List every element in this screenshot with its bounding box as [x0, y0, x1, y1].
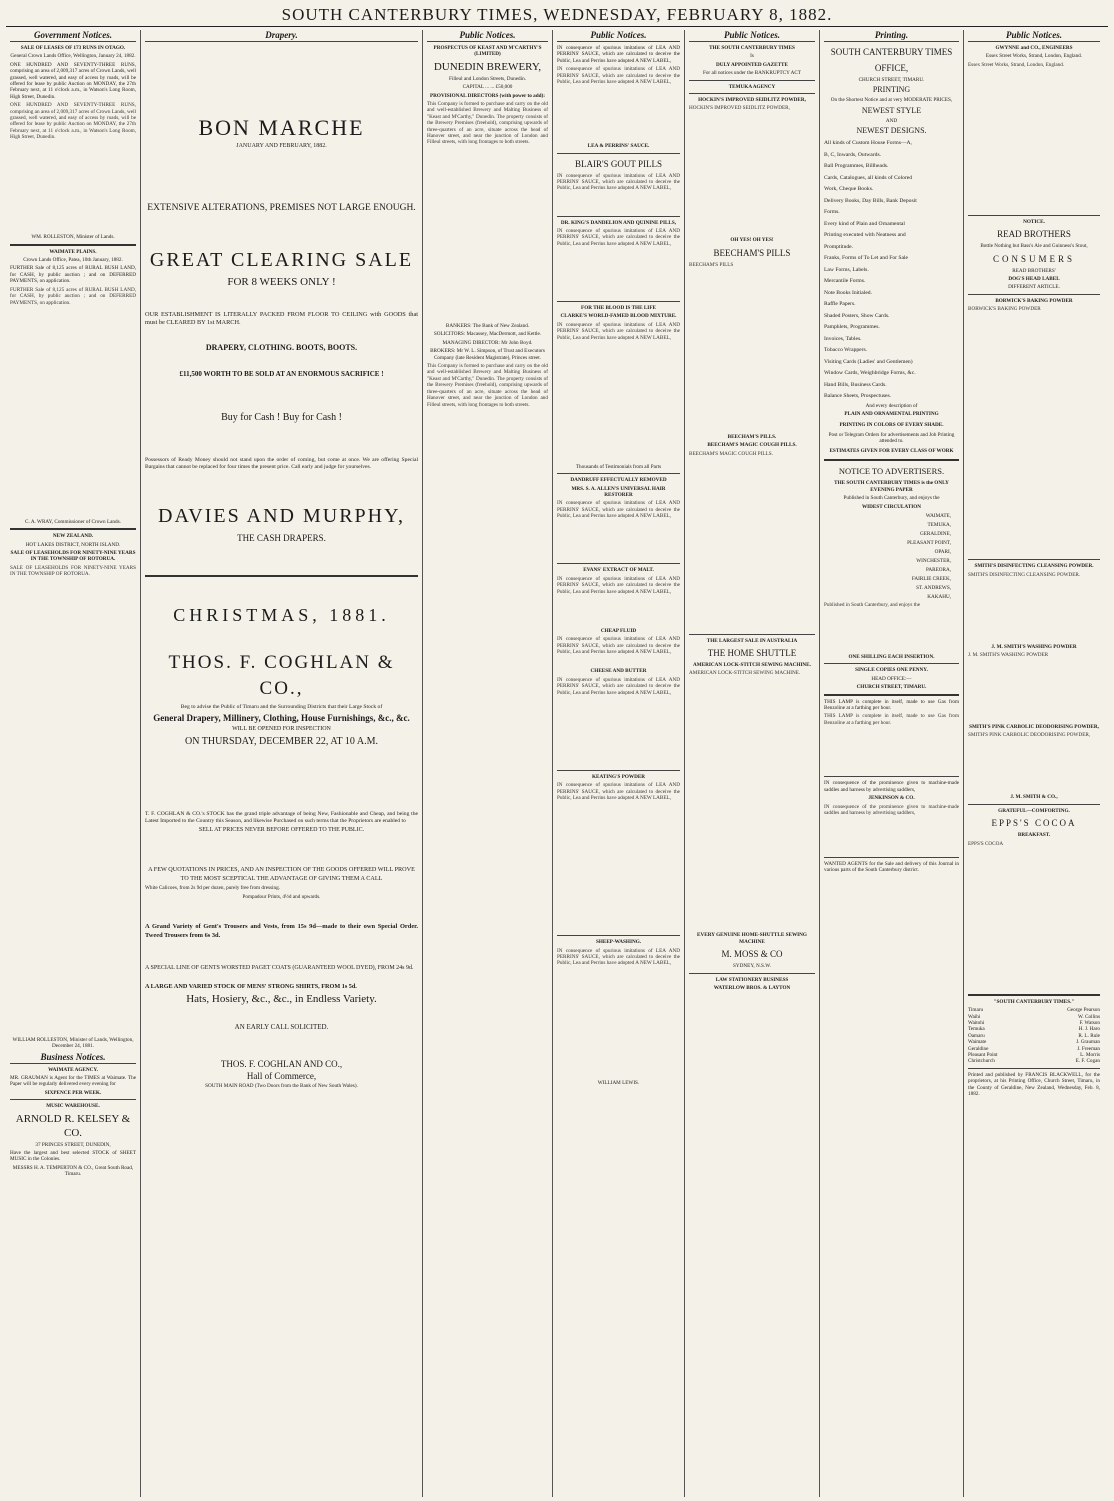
smiths-pink-body: SMITH'S PINK CARBOLIC DEODORISING POWDER, [968, 732, 1091, 739]
every-description: And every description of [865, 402, 918, 409]
dandelion-title: DR. KING'S DANDELION AND QUININE PILLS, [560, 219, 677, 226]
printing-service-item: Hand Bills, Business Cards. [824, 381, 887, 388]
notice-title: NEW ZEALAND. [52, 533, 94, 540]
davies-murphy-title: DAVIES AND MURPHY, [158, 505, 405, 528]
coghlan-address: SOUTH MAIN ROAD (Two Doors from the Bank of New South Wales). [205, 1082, 358, 1089]
thursday-line: ON THURSDAY, DECEMBER 22, AT 10 A.M. [184, 735, 378, 747]
opened-line: WILL BE OPENED FOR INSPECTION [232, 726, 331, 733]
plain-ornamental: PLAIN AND ORNAMENTAL PRINTING [844, 411, 939, 418]
published-line: Published in South Canterbury, and enjoys the [843, 495, 940, 502]
notice-heading: NOTICE. [1023, 218, 1045, 225]
oh-yes-title: OH YES! OH YES! [730, 237, 774, 244]
prices-never-line: SELL AT PRICES NEVER BEFORE OFFERED TO THE PUBLIC. [198, 826, 365, 833]
agent-place: Geraldine [968, 1045, 989, 1052]
coghlan-advantage-text: T. F. COGHLAN & CO.'s STOCK has the grand triple advantage of being New, Fashionable and Cheap, and being the Latest Imported to the Country this Season, and likewise Purchased on such terms that the Proprietors are enabled to [145, 810, 418, 824]
ready-money-notice: Possessors of Ready Money should not stand upon the order of coming, but come at once. We are offering Special Bargains that cannot be replaced for four times the present price. Call early and judge for yourselves. [145, 457, 418, 471]
notice-price: SIXPENCE PER WEEK. [44, 1089, 102, 1096]
notice-body-text: FURTHER Sale of 8,125 acres of RURAL BUSH LAND, for CASH, by public auction ; and on DEFERRED PAYMENTS, on application. [10, 286, 136, 306]
printing-service-item: Balance Sheets, Prospectuses. [824, 393, 892, 400]
cheap-fluid-title: CHEAP FLUID [600, 627, 637, 634]
bon-marche-title: BON MARCHE [198, 115, 365, 140]
blairs-title: BLAIR'S GOUT PILLS [575, 158, 662, 169]
smiths-disinfecting-title: SMITH'S DISINFECTING CLEANSING POWDER. [974, 563, 1094, 570]
read-brothers-sub: READ BROTHERS' [1012, 267, 1056, 274]
saddles-notice: IN consequence of the prominence given to machine-made saddles and harness by advertising saddlers, [824, 780, 959, 793]
bon-marche-date: JANUARY AND FEBRUARY, 1882. [236, 143, 327, 149]
sct-office-title: SOUTH CANTERBURY TIMES [830, 47, 953, 57]
printing-service-item: Cards, Catalogues, all kinds of Colored [824, 174, 913, 181]
single-copies-line: SINGLE COPIES ONE PENNY. [855, 667, 928, 674]
sheep-washing-body: IN consequence of spurious imitations of LEA AND PERRINS' SAUCE, which are calculated to deceive the Public, Lea and Perrins have adopted A NEW LABEL, [557, 947, 680, 967]
colors-line: PRINTING IN COLORS OF EVERY SHADE. [839, 421, 944, 428]
printing-heading: PRINTING [872, 85, 911, 95]
notice-body-text: ONE HUNDRED AND SEVENTY-THREE RUNS, comprising an area of 2,009,317 acres of Crown Lands, well grassed, well watered, and easy of access by roads, will be offered for lease by public Auction on MONDAY, the 27th February next, at 11 o'clock a.m., in Watson's Long Room, High Street, Dunedin. [10, 102, 136, 141]
section-heading: Printing. [824, 30, 959, 42]
read-bottle-line: Bottle Nothing but Bass's Ale and Guinness's Stout, [980, 243, 1088, 250]
evans-malt-title: EVANS' EXTRACT OF MALT. [583, 567, 654, 574]
shirts-line: A LARGE AND VARIED STOCK OF MENS' STRONG SHIRTS, FROM 1s 5d. [145, 983, 357, 991]
sheep-washing-title: SHEEP-WASHING. [595, 939, 642, 946]
prospectus-body: This Company is formed to purchase and carry on the old and well-established Brewery and Malting Business of "Keast and M'Carthy," Dunedin. The property consists of the Brewery Premises (freehold), comprising upwards of three-quarters of an acre, situate across the head of Hanover street, and near the junction of London and Filleul streets, with long frontages to both streets. [427, 363, 548, 408]
section-heading: Government Notices. [10, 30, 136, 42]
beechams-cough-body: BEECHAM'S MAGIC COUGH PILLS. [689, 450, 773, 457]
law-stationery-title: LAW STATIONERY BUSINESS [715, 976, 789, 983]
gazette-title: THE SOUTH CANTERBURY TIMES [709, 45, 795, 51]
hats-line: Hats, Hosiery, &c., &c., in Endless Variety. [186, 993, 377, 1006]
william-lewis-signature: WILLIAM LEWIS. [597, 1079, 640, 1086]
circulation-town: TEMUKA, [927, 521, 951, 528]
cheap-fluid-body: IN consequence of spurious imitations of LEA AND PERRINS' SAUCE, which are calculated to deceive the Public, Lea and Perrins have adopted A NEW LABEL, [557, 636, 680, 656]
agent-place: Christchurch [968, 1058, 995, 1065]
printing-service-item: Visiting Cards (Ladies' and Gentlemen) [824, 358, 913, 365]
cash-drapers-line: THE CASH DRAPERS. [237, 533, 326, 544]
printing-service-item: Note Books Initialed. [824, 289, 873, 296]
column-public-notices-b [685, 30, 820, 1497]
keatings-title: KEATING'S POWDER [591, 773, 646, 780]
gwynne-title: GWYNNE and CO., ENGINEERS [995, 45, 1073, 51]
circulation-town: KAKAHU, [927, 593, 951, 600]
testimonials-line: Thousands of Testimonials from all Parts [575, 463, 662, 470]
agent-name: W. Collins [1077, 1013, 1100, 1020]
early-call-line: AN EARLY CALL SOLICITED. [234, 1023, 329, 1032]
sacrifice-line: £11,500 WORTH TO BE SOLD AT AN ENORMOUS SACRIFICE ! [179, 370, 384, 379]
printing-service-item: Mercantile Forms. [824, 278, 866, 285]
smiths-pink-title: SMITH'S PINK CARBOLIC DEODORISING POWDER, [969, 724, 1099, 731]
agent-name: F. Watson [1079, 1019, 1100, 1026]
circulation-town: PLEASANT POINT, [907, 539, 951, 546]
smith-co-signature: J. M. SMITH & CO., [1010, 794, 1058, 801]
notice-signature: WM. ROLLESTON, Minister of Lands. [31, 234, 115, 241]
printing-terms: On the Shortest Notice and at very MODERATE PRICES, [830, 97, 953, 104]
printing-service-item: B, C, Inwards, Outwards. [824, 151, 882, 158]
agent-place: Oamaru [968, 1032, 985, 1039]
quotations-line: A FEW QUOTATIONS IN PRICES, AND AN INSPECTION OF THE GOODS OFFERED WILL PROVE TO THE MOST SCEPTICAL THE ADVANTAGE OF GIVING THEM A CALL [148, 866, 415, 883]
agent-name: J. Freeman [1077, 1045, 1100, 1052]
advertiser-address: 37 PRINCES STREET, DUNEDIN, [35, 1141, 111, 1148]
printing-services-list [824, 138, 959, 403]
different-article: DIFFERENT ARTICLE. [1008, 284, 1060, 291]
and-line: AND [885, 117, 898, 124]
consumers-line: CONSUMERS [992, 253, 1075, 264]
notice-body: ONE HUNDRED AND SEVENTY-THREE RUNS, comprising an area of 2,009,317 acres of Crown Lands, well grassed, well watered, and easy of access by roads, will be offered for lease by public Auction on MONDAY, the 27th February next, at 11 o'clock a.m., in Watson's Long Room, High Street, Dunedin. [10, 61, 136, 100]
notice-body: FURTHER Sale of 8,125 acres of RURAL BUSH LAND, for CASH, by public auction ; and on DEFERRED PAYMENTS, on application. [10, 265, 136, 285]
printing-service-item: Work, Cheque Books. [824, 186, 874, 193]
gazette-notices: For all notices under the BANKRUPTCY ACT [702, 70, 802, 77]
gazette-appointed: DULY APPOINTED GAZETTE [716, 61, 788, 68]
buy-for-cash-line: Buy for Cash ! Buy for Cash ! [221, 412, 342, 424]
head-office-address: CHURCH STREET, TIMARU. [856, 684, 927, 691]
clarkes-body: IN consequence of spurious imitations of LEA AND PERRINS' SAUCE, which are calculated to deceive the Public, Lea and Perrins have adopted A NEW LABEL, [557, 321, 680, 341]
beechams-pills-title: BEECHAM'S PILLS [713, 247, 791, 258]
notice-signature: C. A. WRAY, Commissioner of Crown Lands. [25, 518, 121, 525]
hair-restorer-title: MRS. S. A. ALLEN'S UNIVERSAL HAIR RESTORER [571, 485, 666, 499]
printing-service-item: Invoices, Tables. [824, 335, 862, 342]
section-heading: Public Notices. [427, 30, 548, 42]
temuka-agency-title: TEMUKA AGENCY [728, 83, 776, 90]
printing-service-item: Raffle Papers. [824, 301, 856, 308]
orders-line: Post or Telegram Orders for advertisements and Job Printing attended to. [828, 431, 955, 444]
section-heading: Public Notices. [968, 30, 1100, 42]
agent-place: Temuka [968, 1026, 985, 1033]
dogs-head-label: DOG'S HEAD LABEL [1008, 276, 1060, 283]
moss-address: SYDNEY, N.S.W. [733, 963, 771, 970]
agent-place: Pleasant Point [968, 1051, 998, 1058]
one-shilling-line: ONE SHILLING EACH INSERTION. [848, 653, 935, 660]
blairs-body: IN consequence of spurious imitations of LEA AND PERRINS' SAUCE, which are calculated to deceive the Public, Lea and Perrins have adopted A NEW LABEL, [557, 172, 680, 192]
seidlitz-body: HOCKIN'S IMPROVED SEIDLITZ POWDER, [689, 105, 790, 112]
notice-title: MUSIC WAREHOUSE. [46, 1103, 100, 1110]
home-shuttle-title: THE HOME SHUTTLE [707, 648, 797, 659]
paget-coats-line: A SPECIAL LINE OF GENTS WORSTED PAGET COATS (GUARANTEED WOOL DYED), FROM 24s 9d. [145, 965, 414, 972]
section-heading: Public Notices. [557, 30, 680, 42]
printing-service-item: Pamphlets, Programmes. [824, 324, 880, 331]
evans-malt-body: IN consequence of spurious imitations of LEA AND PERRINS' SAUCE, which are calculated to deceive the Public, Lea and Perrins have adopted A NEW LABEL, [557, 575, 680, 595]
eight-weeks-line: FOR 8 WEEKS ONLY ! [227, 276, 336, 289]
gwynne-body: Essex Street Works, Strand, London, England. [968, 61, 1065, 68]
circulation-town: PAREORA, [925, 566, 951, 573]
smiths-washing-title: J. M. SMITH'S WASHING POWDER [991, 643, 1077, 650]
notice-body-text: SALE OF LEASEHOLDS FOR NINETY-NINE YEARS IN THE TOWNSHIP OF ROTORUA. [10, 564, 136, 578]
prospectus-title: PROSPECTUS OF KEAST AND M'CARTHY'S (LIMITED) [433, 45, 542, 58]
column-government-notices [6, 30, 141, 1497]
notice-title: WAIMATE PLAINS. [49, 248, 97, 255]
lea-perrins-notice: IN consequence of spurious imitations of LEA AND PERRINS' SAUCE, which are calculated to deceive the Public, Lea and Perrins have adopted A NEW LABEL, [557, 45, 680, 64]
clarkes-title: CLARKE'S WORLD-FAMED BLOOD MIXTURE. [560, 313, 677, 320]
borwick-body: BORWICK'S BAKING POWDER [968, 306, 1041, 313]
epps-cocoa-title: EPPS'S COCOA [991, 818, 1077, 829]
printing-service-item: Printing executed with Neatness and [824, 232, 906, 239]
epps-body: EPPS'S COCOA [968, 840, 1004, 847]
hair-restorer-body: IN consequence of spurious imitations of LEA AND PERRINS' SAUCE, which are calculated to deceive the Public, Lea and Perrins have adopted A NEW LABEL, [557, 500, 680, 520]
printing-service-item: Forms. [824, 209, 840, 216]
printing-service-item: Window Cards, Weighbridge Forms, &c. [824, 370, 916, 377]
agent-name: E. F. Cogan [1075, 1058, 1100, 1065]
beechams-cough-title: BEECHAM'S MAGIC COUGH PILLS. [707, 442, 797, 449]
printing-service-item: Law Forms, Labels. [824, 266, 869, 273]
solicitors-line: SOLICITORS: Macassey, MacDermott, and Kettle. [433, 331, 542, 338]
circulation-town: WAIMATE, [925, 512, 951, 519]
sct-office-sub: OFFICE, [874, 63, 909, 73]
moss-title: M. MOSS & CO [721, 949, 783, 960]
agent-place: Waitohi [968, 1019, 985, 1026]
section-heading: Drapery. [145, 30, 418, 42]
columns [6, 30, 1108, 1497]
circulation-town: WINCHESTER, [916, 557, 951, 564]
circulation-town: ST. ANDREWS, [916, 584, 951, 591]
bankers-line: BANKERS: The Bank of New Zealand. [445, 323, 530, 330]
printing-service-item: Tobacco Wrappers. [824, 347, 868, 354]
directors-heading: PROVISIONAL DIRECTORS (with power to add): [430, 92, 545, 99]
gwynne-address: Essex Street Works, Strand, London, England. [985, 53, 1083, 60]
notice-signature: MESSRS H. A. TEMPERTON & CO., Great South Road, Timaru. [12, 1164, 134, 1178]
coghlan-signature: THOS. F. COGHLAN AND CO., [220, 1058, 343, 1069]
lamp-body: THIS LAMP is complete in itself, made to use Gas from Benzoline at a farthing per hour. [824, 713, 959, 726]
widest-circulation: WIDEST CIRCULATION [861, 503, 922, 510]
calicoes-line: White Calicoes, from 2s 9d per dozen, purely free from dressing. [145, 885, 280, 892]
notice-heading: SALE OF LEASEHOLDS FOR NINETY-NINE YEARS IN THE TOWNSHIP OF ROTORUA. [10, 549, 136, 563]
printing-service-item: All kinds of Custom House Forms—A, [824, 140, 912, 147]
printing-service-item: Shaded Posters, Show Cards. [824, 312, 890, 319]
cheese-butter-title: CHEESE AND BUTTER [590, 668, 647, 675]
hall-of-commerce: Hall of Commerce, [246, 1070, 317, 1081]
seidlitz-title: HOCKIN'S IMPROVED SEIDLITZ POWDER, [698, 97, 806, 104]
saddles-body: IN consequence of the prominence given to machine-made saddles and harness by advertising saddlers, [824, 803, 959, 817]
notice-body: Have the largest and best selected STOCK of SHEET MUSIC in the Colonies. [10, 1149, 136, 1163]
agent-name: R. L. Rule [1078, 1032, 1100, 1039]
read-brothers-title: READ BROTHERS [997, 229, 1071, 240]
agent-place: Waihi [968, 1013, 981, 1020]
imprint-line: Printed and published by FRANCIS BLACKWELL, for the proprietors, at his Printing Office, Church Street, Timaru, in the County of Geraldine, New Zealand, Wednesday, Feb. 8, 1882. [968, 1071, 1100, 1097]
newest-designs: NEWEST DESIGNS. [856, 126, 927, 136]
jenkinson-title: JENKINSON & CO. [868, 795, 915, 802]
column-prospectus [423, 30, 553, 1497]
agent-name: H. J. Haro [1078, 1026, 1100, 1033]
circulation-town: GERALDINE, [920, 530, 951, 537]
beechams-pills-subtitle: BEECHAM'S PILLS. [727, 433, 777, 440]
gazette-is: Is [750, 53, 754, 60]
head-office-line: HEAD OFFICE:— [871, 675, 912, 682]
circulation-town: FAIRLIE CREEK, [911, 575, 951, 582]
agents-list [968, 1007, 1100, 1065]
circulation-town: OPARI, [934, 548, 951, 555]
lock-stitch-title: AMERICAN LOCK-STITCH SEWING MACHINE. [693, 662, 811, 669]
brokers-line: BROKERS: Mr W. L. Simpson, of Trust and Executors Company (late Resident Magistrate), Princes street. [430, 348, 545, 361]
agent-place: Timaru [968, 1007, 984, 1014]
brewery-title: DUNEDIN BREWERY, [433, 60, 542, 73]
only-evening-paper: THE SOUTH CANTERBURY TIMES is the ONLY EVENING PAPER [834, 480, 949, 493]
every-genuine-title: EVERY GENUINE HOME-SHUTTLE SEWING MACHINE [697, 932, 807, 945]
alterations-line: EXTENSIVE ALTERATIONS, PREMISES NOT LARGE ENOUGH. [147, 203, 416, 214]
notice-title: SALE OF LEASES OF 173 RUNS IN OTAGO. [20, 45, 126, 51]
notice-body: MR. GRAUMAN is Agent for the TIMES at Waimate. The Paper will be regularly delivered every evening for [10, 1074, 136, 1088]
keatings-body: IN consequence of spurious imitations of LEA AND PERRINS' SAUCE, which are calculated to deceive the Public, Lea and Perrins have adopted A NEW LABEL, [557, 782, 680, 801]
printing-service-item: Every kind of Plain and Ornamental [824, 220, 905, 227]
agent-place: Waimate [968, 1039, 987, 1046]
agent-name: L. Morris [1080, 1051, 1100, 1058]
printing-service-item: Ball Programmes, Billheads. [824, 163, 889, 170]
agent-row [968, 1058, 1100, 1064]
smiths-disinfecting-body: SMITH'S DISINFECTING CLEANSING POWDER. [968, 571, 1081, 578]
dandelion-body: IN consequence of spurious imitations of LEA AND PERRINS' SAUCE, which are calculated to deceive the Public, Lea and Perrins have adopted A NEW LABEL, [557, 228, 680, 247]
smiths-washing-body: J. M. SMITH'S WASHING POWDER [968, 652, 1049, 659]
christmas-title: CHRISTMAS, 1881. [173, 605, 390, 626]
column-drapery [141, 30, 423, 1497]
agents-heading: "SOUTH CANTERBURY TIMES." [993, 998, 1075, 1005]
cheese-butter-body: IN consequence of spurious imitations of LEA AND PERRINS' SAUCE, which are calculated to deceive the Public, Lea and Perrins have adopted A NEW LABEL, [557, 676, 680, 696]
notice-subtitle: HOT LAKES DISTRICT, NORTH ISLAND. [25, 541, 121, 548]
drapery-boots-line: DRAPERY, CLOTHING. BOOTS, BOOTS. [205, 343, 358, 353]
prints-line: Pompadour Prints, 4½d and upwards. [242, 893, 321, 900]
lamp-notice: THIS LAMP is complete in itself, made to use Gas from Benzoline at a farthing per hour. [824, 698, 959, 711]
waterlow-title: WATERLOW BROS. & LAYTON [713, 985, 791, 992]
agent-name: J. Grauman [1076, 1039, 1100, 1046]
largest-sale-title: THE LARGEST SALE IN AUSTRALIA [706, 637, 798, 644]
lea-perrins-body: IN consequence of spurious imitations of LEA AND PERRINS' SAUCE, which are calculated to deceive the Public, Lea and Perrins have adopted A NEW LABEL, [557, 66, 680, 86]
lea-perrins-title: LEA & PERRINS' SAUCE. [587, 143, 650, 150]
coghlan-title: THOS. F. COGHLAN & CO., [168, 652, 395, 700]
advertisers-body: Published in South Canterbury, and enjoys the [824, 601, 921, 608]
breakfast-line: BREAKFAST. [1017, 832, 1051, 839]
notice-title: WAIMATE AGENCY. [48, 1066, 98, 1073]
circulation-towns [824, 512, 959, 602]
beechams-body: BEECHAM'S PILLS [689, 261, 734, 268]
section-heading: Business Notices. [10, 1052, 136, 1064]
brewery-address: Filleul and London Streets, Dunedin. [449, 75, 526, 82]
agent-name: George Pearson [1067, 1007, 1100, 1014]
directors-list: This Company is formed to purchase and carry on the old and well-established Brewery and Malting Business of "Keast and M'Carthy," Dunedin. The property consists of the Brewery Premises (freehold), comprising upwards of three-quarters of an acre, situate across the head of Hanover street, and near the junction of London and Filleul streets, with long frontages to both streets. [427, 101, 548, 146]
printing-service-item: Delivery Books, Day Bills, Bank Deposit [824, 197, 917, 204]
sct-office-address: CHURCH STREET, TIMARU. [858, 77, 925, 83]
printing-service-item: Promptitude. [824, 243, 854, 250]
grateful-comforting: GRATEFUL—COMFORTING. [998, 807, 1070, 814]
wanted-agents-notice: WANTED AGENTS for the Sale and delivery of this Journal in various parts of the South Canterbury district. [824, 860, 959, 874]
newest-style: NEWEST STYLE [861, 105, 922, 115]
home-shuttle-body: AMERICAN LOCK-STITCH SEWING MACHINE. [689, 670, 801, 677]
section-heading: Public Notices. [689, 30, 815, 42]
blood-life-title: FOR THE BLOOD IS THE LIFE [581, 305, 656, 312]
column-printing [820, 30, 964, 1497]
dandruff-title: DANDRUFF EFFECTUALLY REMOVED [570, 477, 667, 484]
masthead: SOUTH CANTERBURY TIMES, WEDNESDAY, FEBRUARY 8, 1882. [6, 4, 1108, 27]
borwick-title: BORWICK'S BAKING POWDER [995, 297, 1073, 304]
notice-place: General Crown Lands Office, Wellington, January 24, 1882. [10, 53, 136, 60]
printing-service-item: Franks, Forms of To Let and For Sale [824, 255, 909, 262]
advertiser-name: ARNOLD R. KELSEY & CO. [15, 1112, 131, 1139]
trousers-line: A Grand Variety of Gent's Trousers and Vests, from 15s 9d—made to their own Special Order. Tweed Trousers from 6s 3d. [145, 923, 418, 940]
notice-signature: WILLIAM ROLLESTON, Minister of Lands, Wellington, December 24, 1881. [12, 1036, 134, 1050]
column-public-notices-a [553, 30, 685, 1497]
notice-place: Crown Lands Office, Patea, 10th January, 1882. [23, 257, 123, 264]
clearing-sale-title: GREAT CLEARING SALE [149, 249, 414, 272]
establishment-line: OUR ESTABLISHMENT IS LITERALLY PACKED FROM FLOOR TO CEILING with GOODS that must be CLEARED BY 1st MARCH. [145, 311, 418, 327]
column-public-notices-c [964, 30, 1104, 1497]
coghlan-intro: Beg to advise the Public of Timaru and the Surrounding Districts that their Large Stock of [180, 704, 383, 711]
notice-advertisers-title: NOTICE TO ADVERTISERS. [838, 466, 945, 477]
managing-director-line: MANAGING DIRECTOR: Mr John Boyd. [442, 339, 533, 346]
capital-line: CAPITAL ... ... £50,000 [462, 84, 513, 91]
estimates-line: ESTIMATES GIVEN FOR EVERY CLASS OF WORK [829, 448, 954, 455]
coghlan-stock-line: General Drapery, Millinery, Clothing, House Furnishings, &c., &c. [153, 713, 410, 724]
